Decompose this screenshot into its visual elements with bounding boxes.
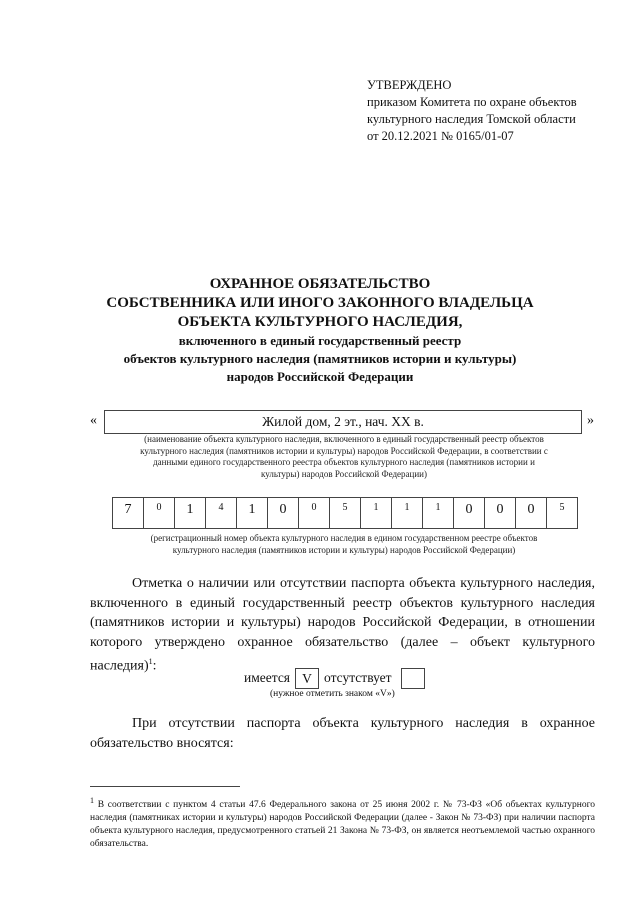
- reg-digit[interactable]: 1: [361, 498, 392, 528]
- reg-digit[interactable]: 1: [237, 498, 268, 528]
- passport-absent-label: отсутствует: [324, 670, 392, 685]
- footnote: [90, 794, 595, 851]
- footnote-marker: 1: [90, 796, 94, 805]
- reg-digit[interactable]: 5: [559, 502, 565, 513]
- reg-digit[interactable]: 0: [299, 498, 330, 528]
- footnote-text: В соответствии с пунктом 4 статьи 47.6 Федерального закона от 25 июня 2002 г. № 73-ФЗ «Об объектах культурного наследия (памятниках истории и культуры) народов Российской Федерации (далее - Закон № 73-ФЗ) при наличии паспорта объекта культурного наследия, предусмотренного статьей 21 Закона № 73-ФЗ, он является неотъемлемой частью охранного обязательства.: [90, 800, 596, 850]
- title-line-5: объектов культурного наследия (памятников истории и культуры): [123, 351, 517, 366]
- caption-line: (регистрационный номер объекта культурного наследия в едином государственном реестре объектов: [150, 533, 538, 543]
- approval-line-2: культурного наследия Томской области: [367, 112, 576, 126]
- reg-digit[interactable]: 5: [330, 498, 361, 528]
- caption-line: данными единого государственного реестра объектов культурного наследия (памятников истории и: [153, 457, 535, 467]
- passport-paragraph-suffix: :: [152, 658, 157, 674]
- reg-digit[interactable]: 0: [268, 498, 299, 528]
- title-line-6: народов Российской Федерации: [226, 369, 414, 384]
- reg-digit[interactable]: 7: [113, 498, 144, 528]
- reg-digit[interactable]: 0: [144, 498, 175, 528]
- title-line-1: ОХРАННОЕ ОБЯЗАТЕЛЬСТВО: [209, 276, 431, 292]
- absence-paragraph: [90, 714, 595, 753]
- caption-line: (наименование объекта культурного наследия, включенного в единый государственный реестр объектов: [144, 434, 544, 444]
- document-title: [0, 275, 640, 386]
- reg-digit[interactable]: 4: [206, 498, 237, 528]
- title-line-4: включенного в единый государственный реестр: [178, 333, 462, 348]
- title-line-3: ОБЪЕКТА КУЛЬТУРНОГО НАСЛЕДИЯ,: [177, 314, 463, 330]
- reg-digit[interactable]: 1: [423, 498, 454, 528]
- passport-absent-checkbox[interactable]: [401, 668, 425, 689]
- caption-line: культурного наследия (памятников истории и культуры) народов Российской Федерации, в соответствии с: [140, 445, 548, 456]
- passport-mark-hint: (нужное отметить знаком «V»): [270, 689, 395, 699]
- object-name-caption: [96, 434, 592, 480]
- passport-paragraph: [90, 574, 595, 676]
- approval-line-3: от 20.12.2021 № 0165/01-07: [367, 129, 514, 143]
- footnote-ref[interactable]: 1: [148, 657, 153, 666]
- approval-block: [367, 77, 607, 145]
- approval-heading: УТВЕРЖДЕНО: [367, 78, 452, 92]
- passport-paragraph-text: Отметка о наличии или отсутствии паспорта объекта культурного наследия, включенного в единый государственный реестр объектов культурного наследия (памятников истории и культуры) народов Российской Федерации, в отношении которого утверждено охранное обязательство (далее – объект культурного наследия): [90, 576, 595, 674]
- open-quote: «: [90, 413, 97, 428]
- reg-digit[interactable]: 0: [454, 498, 485, 528]
- passport-mark-row: [244, 667, 430, 689]
- absence-paragraph-text: При отсутствии паспорта объекта культурного наследия в охранное обязательство вносятся:: [90, 716, 595, 751]
- object-name-field[interactable]: Жилой дом, 2 эт., нач. XX в.: [104, 410, 582, 434]
- passport-has-checkbox[interactable]: V: [295, 668, 319, 689]
- caption-line: культуры) народов Российской Федерации): [261, 468, 427, 479]
- passport-has-label: имеется: [244, 670, 291, 685]
- reg-digit[interactable]: 1: [175, 498, 206, 528]
- close-quote: »: [587, 413, 594, 428]
- reg-digit[interactable]: 0: [516, 498, 547, 528]
- approval-line-1: приказом Комитета по охране объектов: [367, 95, 577, 109]
- reg-digit[interactable]: 0: [485, 498, 516, 528]
- caption-line: культурного наследия (памятников истории и культуры) народов Российской Федерации): [172, 544, 516, 555]
- title-line-2: СОБСТВЕННИКА ИЛИ ИНОГО ЗАКОННОГО ВЛАДЕЛЬЦА: [106, 295, 534, 311]
- registration-caption: [96, 533, 592, 556]
- registration-number-grid: [112, 497, 578, 529]
- reg-digit[interactable]: 1: [392, 498, 423, 528]
- footnote-divider: [90, 786, 240, 787]
